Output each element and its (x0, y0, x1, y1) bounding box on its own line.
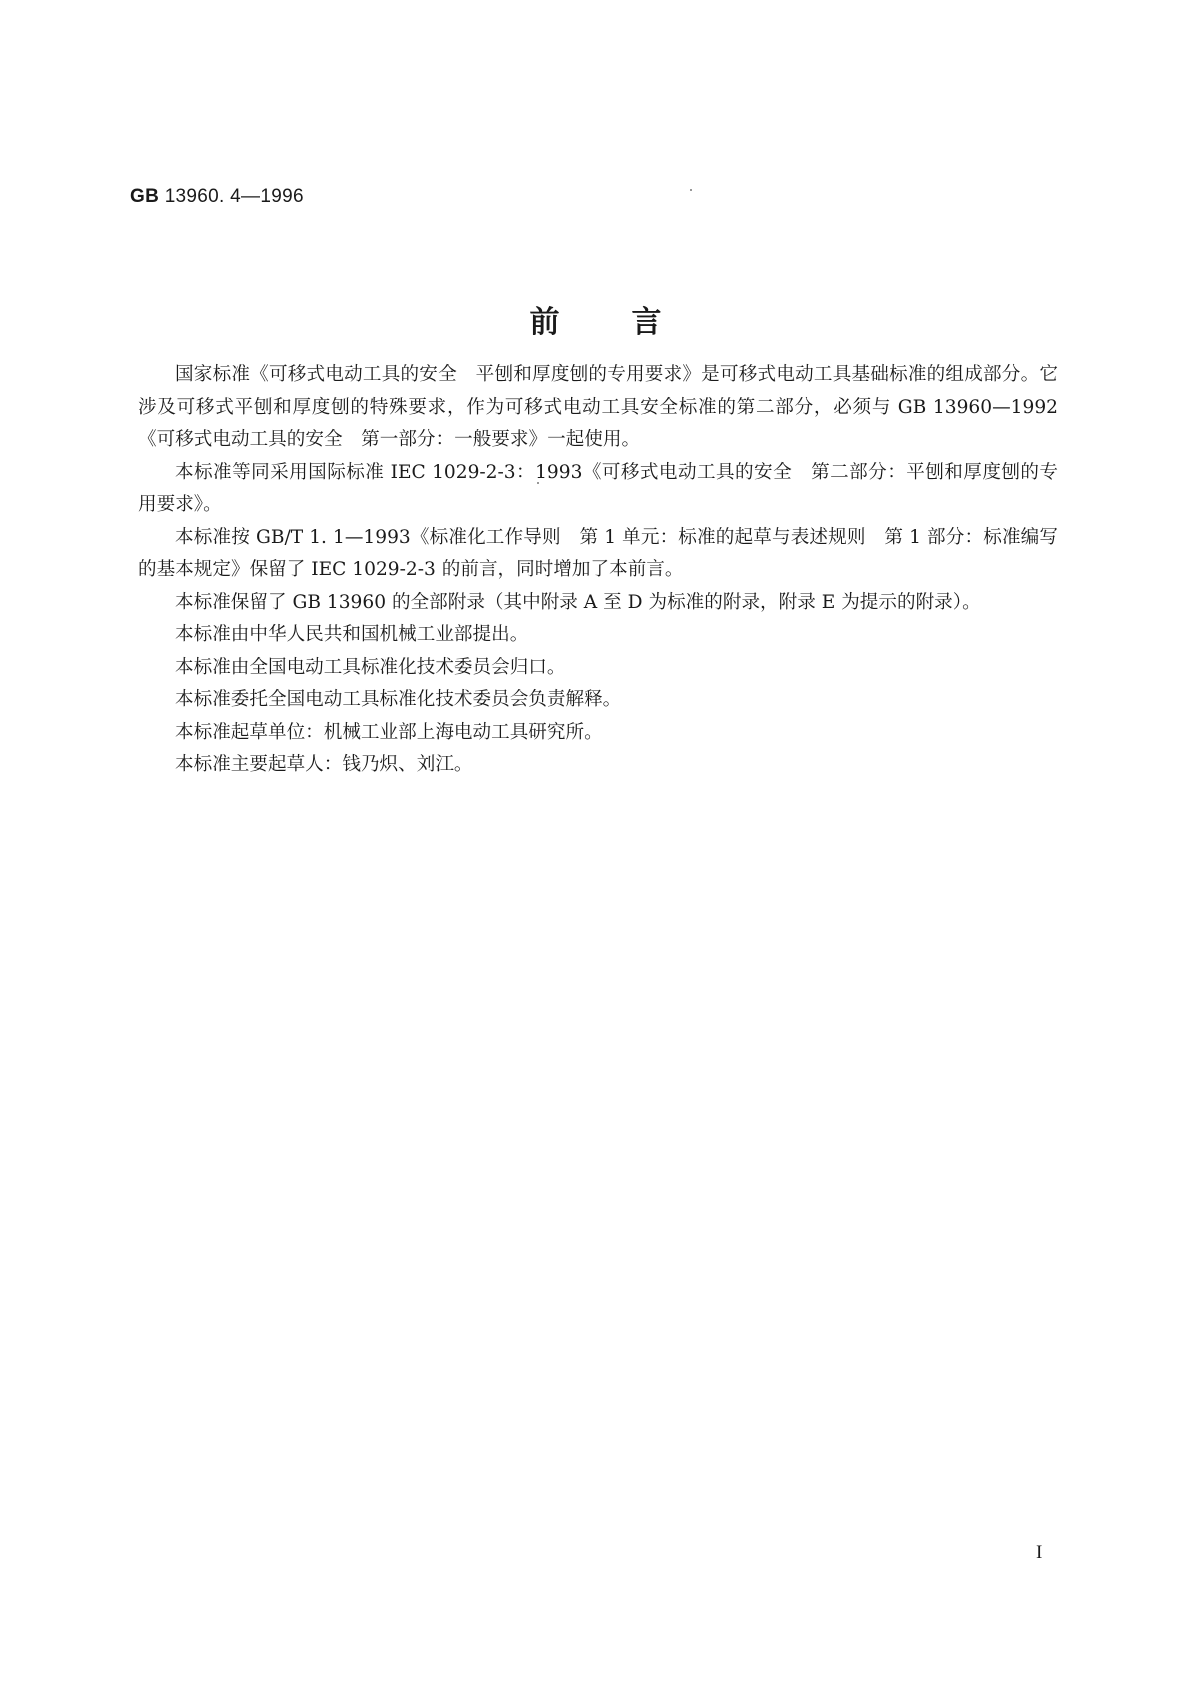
foreword-body (138, 359, 1058, 782)
scan-speck (690, 189, 692, 191)
paragraph-interpretation: 本标准委托全国电动工具标准化技术委员会负责解释。 (175, 689, 622, 710)
paragraph-drafting-unit: 本标准起草单位：机械工业部上海电动工具研究所。 (175, 721, 603, 743)
standard-code (130, 186, 304, 208)
paragraph-intro: 国家标准《可移式电动工具的安全 平刨和厚度刨的专用要求》是可移式电动工具基础标准的组成部分。它涉及可移式平刨和厚度刨的特殊要求，作为可移式电动工具安全标准的第二部分，必须与 GB 13960—1992《可移式电动工具的安全 第一部分：一般要求》一起使用。 (138, 364, 1058, 450)
paragraph-appendices: 本标准保留了 GB 13960 的全部附录（其中附录 A 至 D 为标准的附录，附录 E 为提示的附录）。 (175, 591, 981, 613)
page-title: 前言 (529, 305, 734, 340)
paragraph-iec-adoption: 本标准等同采用国际标准 IEC 1029-2-3：1993《可移式电动工具的安全 第二部分：平刨和厚度刨的专用要求》。 (138, 461, 1058, 515)
scan-speck (537, 482, 539, 484)
paragraph-drafting-rules: 本标准按 GB/T 1. 1—1993《标准化工作导则 第 1 单元：标准的起草与表述规则 第 1 部分：标准编写的基本规定》保留了 IEC 1029-2-3 的前言，同时增加了本前言。 (138, 526, 1058, 580)
page-number: I (1036, 1542, 1043, 1563)
paragraph-centralized: 本标准由全国电动工具标准化技术委员会归口。 (175, 656, 566, 678)
paragraph-drafters: 本标准主要起草人：钱乃炽、刘江。 (175, 754, 473, 775)
standard-number: 13960. 4—1996 (159, 186, 304, 207)
standard-prefix: GB (130, 186, 160, 207)
paragraph-proposer: 本标准由中华人民共和国机械工业部提出。 (175, 624, 529, 645)
